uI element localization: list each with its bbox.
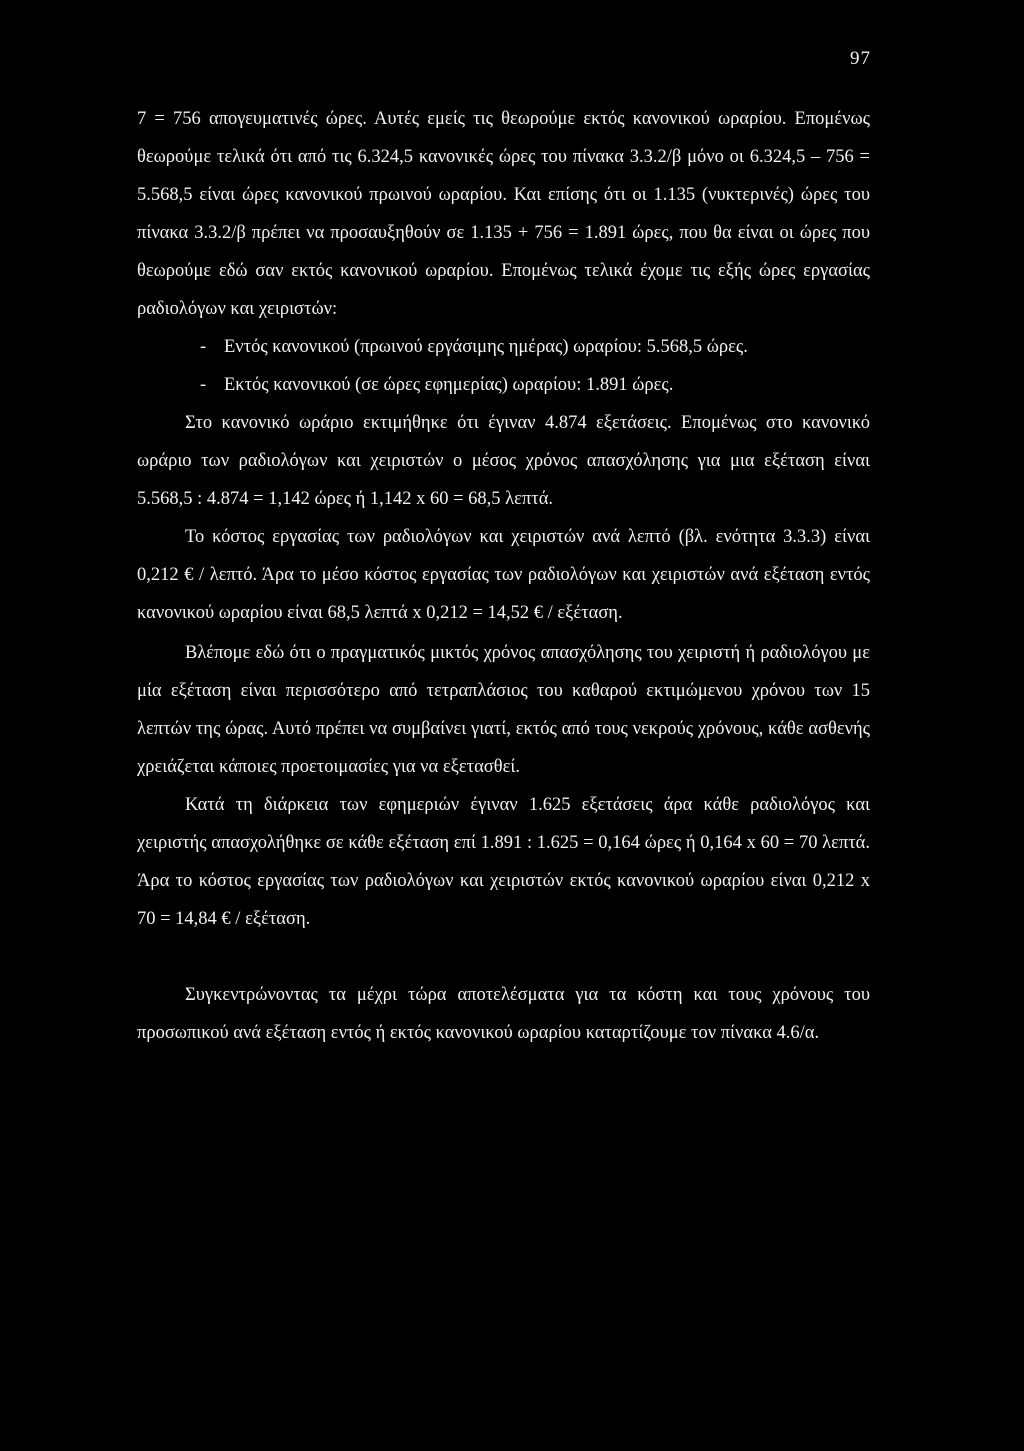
bullet-marker: - (200, 375, 207, 395)
page-number: 97 (850, 48, 871, 69)
bullet-item (137, 366, 870, 404)
bullet-marker: - (200, 337, 207, 357)
document-body (137, 100, 870, 1052)
paragraph-4: Βλέπομε εδώ ότι ο πραγματικός μικτός χρόνος απασχόλησης του χειριστή ή ραδιολόγου με μία εξέταση είναι περισσότερο από τετραπλάσιος του καθαρού εκτιμώμενου χρόνου των 15 λεπτών της ώρας. Αυτό πρέπει να συμβαίνει γιατί, εκτός από τους νεκρούς χρόνους, κάθε ασθενής χρειάζεται κάποιες προετοιμασίες για να εξετασθεί. (137, 643, 870, 777)
paragraph-5: Κατά τη διάρκεια των εφημεριών έγιναν 1.625 εξετάσεις άρα κάθε ραδιολόγος και χειριστής απασχολήθηκε σε κάθε εξέταση επί 1.891 : 1.625 = 0,164 ώρες ή 0,164 x 60 = 70 λεπτά. Άρα το κόστος εργασίας των ραδιολόγων και χειριστών εκτός κανονικού ωραρίου είναι 0,212 x 70 = 14,84 € / εξέταση. (137, 795, 870, 929)
paragraph-6: Συγκεντρώνοντας τα μέχρι τώρα αποτελέσματα για τα κόστη και τους χρόνους του προσωπικού ανά εξέταση εντός ή εκτός κανονικού ωραρίου καταρτίζουμε τον πίνακα 4.6/α. (137, 985, 870, 1043)
bullet-text: Εκτός κανονικού (σε ώρες εφημερίας) ωραρίου: 1.891 ώρες. (224, 375, 674, 395)
bullet-text: Εντός κανονικού (πρωινού εργάσιμης ημέρας) ωραρίου: 5.568,5 ώρες. (224, 337, 748, 357)
paragraph-3: Το κόστος εργασίας των ραδιολόγων και χειριστών ανά λεπτό (βλ. ενότητα 3.3.3) είναι 0,212 € / λεπτό. Άρα το μέσο κόστος εργασίας των ραδιολόγων και χειριστών ανά εξέταση εντός κανονικού ωραρίου είναι 68,5 λεπτά x 0,212 = 14,52 € / εξέταση. (137, 527, 870, 623)
paragraph-2: Στο κανονικό ωράριο εκτιμήθηκε ότι έγιναν 4.874 εξετάσεις. Επομένως στο κανονικό ωράριο των ραδιολόγων και χειριστών ο μέσος χρόνος απασχόλησης για μια εξέταση είναι 5.568,5 : 4.874 = 1,142 ώρες ή 1,142 x 60 = 68,5 λεπτά. (137, 413, 870, 509)
paragraph-1: 7 = 756 απογευματινές ώρες. Αυτές εμείς τις θεωρούμε εκτός κανονικού ωραρίου. Επομένως θεωρούμε τελικά ότι από τις 6.324,5 κανονικές ώρες του πίνακα 3.3.2/β μόνο οι 6.324,5 – 756 = 5.568,5 είναι ώρες κανονικού πρωινού ωραρίου. Και επίσης ότι οι 1.135 (νυκτερινές) ώρες του πίνακα 3.3.2/β πρέπει να προσαυξηθούν σε 1.135 + 756 = 1.891 ώρες, που θα είναι οι ώρες που θεωρούμε εδώ σαν εκτός κανονικού ωραρίου. Επομένως τελικά έχομε τις εξής ώρες εργασίας ραδιολόγων και χειριστών: (137, 109, 870, 319)
bullet-item (137, 328, 870, 366)
bullet-list (137, 328, 870, 404)
